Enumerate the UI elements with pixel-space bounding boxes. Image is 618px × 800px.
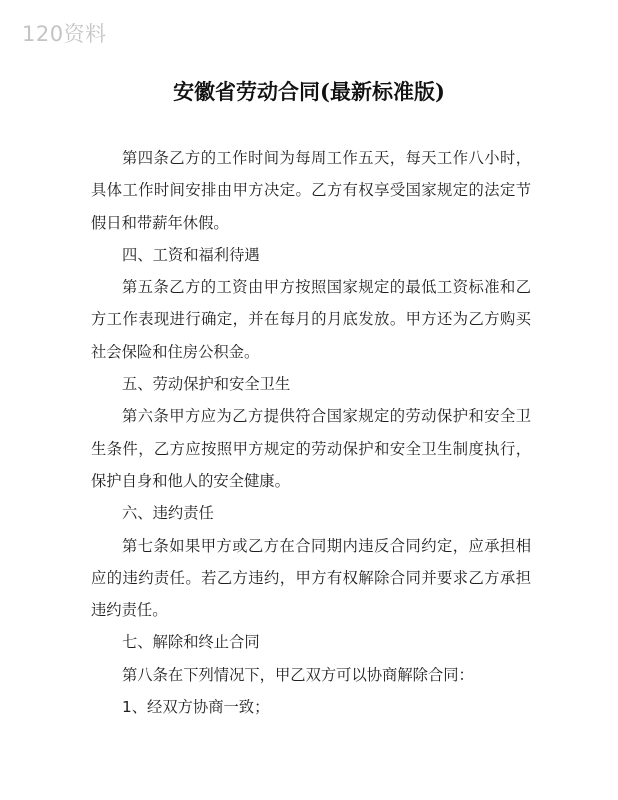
document-body [91,142,531,723]
article-4-paragraph: 第四条乙方的工作时间为每周工作五天，每天工作八小时，具体工作时间安排由甲方决定。乙方有权享受国家规定的法定节假日和带薪年休假。 [91,149,531,232]
section-heading-liability: 六、违约责任 [122,504,214,523]
section-heading-termination: 七、解除和终止合同 [122,633,260,652]
section-heading-labor-protection: 五、劳动保护和安全卫生 [122,375,291,394]
section-heading-wages: 四、工资和福利待遇 [122,245,260,264]
article-6-paragraph: 第六条甲方应为乙方提供符合国家规定的劳动保护和安全卫生条件，乙方应按照甲方规定的劳动保护和安全卫生制度执行，保护自身和他人的安全健康。 [91,407,531,490]
article-7-paragraph: 第七条如果甲方或乙方在合同期内违反合同约定，应承担相应的违约责任。若乙方违约，甲方有权解除合同并要求乙方承担违约责任。 [91,536,531,620]
article-5-paragraph: 第五条乙方的工资由甲方按照国家规定的最低工资标准和乙方工作表现进行确定，并在每月的月底发放。甲方还为乙方购买社会保险和住房公积金。 [91,278,531,361]
watermark: 120资料 [22,22,107,46]
article-8-paragraph: 第八条在下列情况下，甲乙双方可以协商解除合同： [122,665,474,684]
document-title: 安徽省劳动合同(最新标准版) [173,79,445,104]
list-item-1: 1、经双方协商一致； [122,698,270,717]
